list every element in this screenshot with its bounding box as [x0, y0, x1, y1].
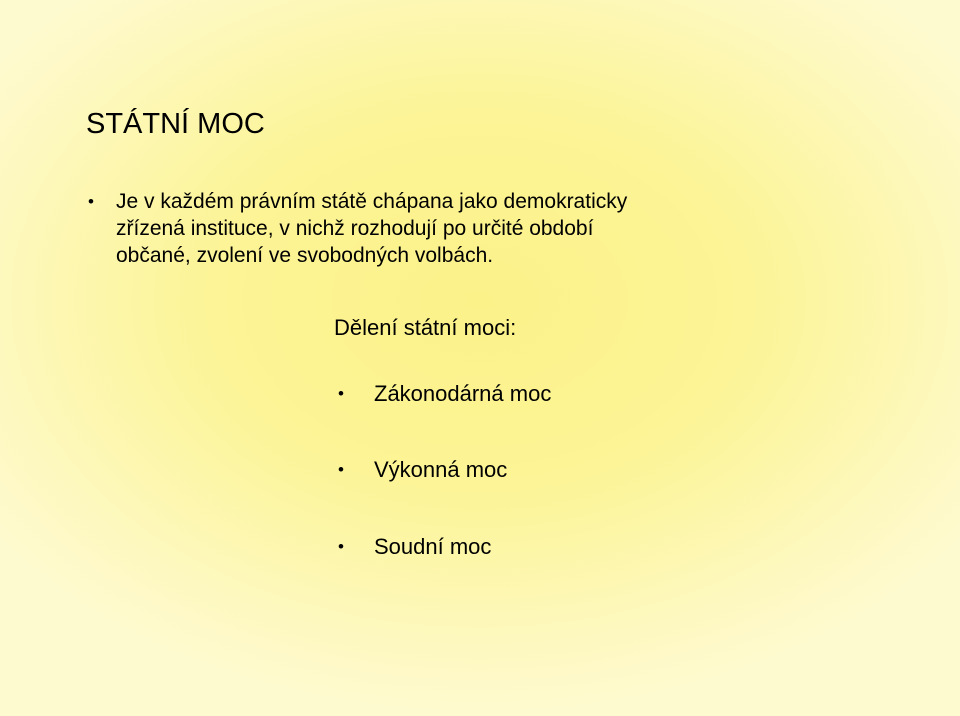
bullet-icon: •: [338, 537, 344, 556]
main-bullet-line-3: občané, zvolení ve svobodných volbách.: [116, 244, 494, 267]
list-item-executive: [338, 456, 738, 484]
main-bullet-item: [88, 188, 808, 269]
list-item-judicial: [338, 533, 738, 561]
bullet-icon: •: [88, 192, 94, 211]
slide-title: STÁTNÍ MOC: [86, 108, 265, 140]
main-bullet-line-2: zřízená instituce, v nichž rozhodují po určité období: [116, 217, 594, 240]
section-subtitle: Dělení státní moci:: [334, 315, 517, 340]
branch-label-executive: Výkonná moc: [374, 457, 508, 482]
branch-label-judicial: Soudní moc: [374, 534, 492, 559]
main-bullet-line-1: Je v každém právním státě chápana jako demokraticky: [116, 190, 628, 213]
branch-label-legislative: Zákonodárná moc: [374, 381, 552, 406]
bullet-icon: •: [338, 460, 344, 479]
list-item-legislative: [338, 380, 738, 408]
bullet-icon: •: [338, 384, 344, 403]
main-bullet-text: [116, 188, 627, 269]
